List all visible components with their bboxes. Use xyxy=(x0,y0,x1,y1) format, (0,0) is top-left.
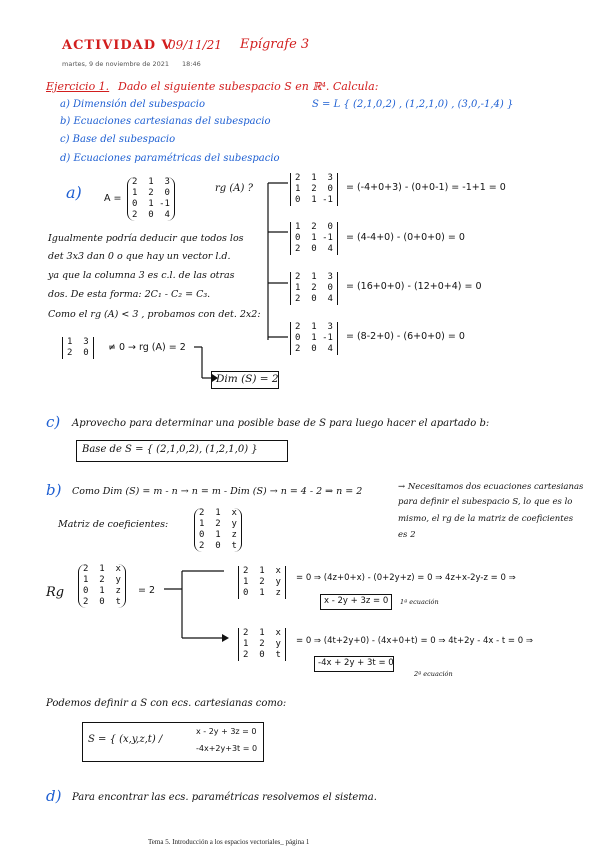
matrix-row: 2 1 3 xyxy=(132,177,170,187)
conclusion-text: Podemos definir a S con ecs. cartesianas como: xyxy=(46,698,287,709)
base-result: Base de S = { (2,1,0,2), (1,2,1,0) } xyxy=(82,444,258,455)
page-footer: Tema 5. Introducción a los espacios vectoriales_ página 1 xyxy=(148,838,310,846)
timestamp-date: martes, 9 de noviembre de 2021 xyxy=(62,60,169,68)
equation-1: x - 2y + 3z = 0 xyxy=(324,596,389,606)
equation-2: -4x + 2y + 3t = 0 xyxy=(318,658,394,668)
det-row: 1 2 y xyxy=(243,639,281,649)
det-row: 0 1 -1 xyxy=(295,233,333,243)
exercise-heading: Ejercicio 1. xyxy=(46,80,110,93)
exercise-item-b: b) Ecuaciones cartesianas del subespacio xyxy=(60,116,271,127)
rank-matrix xyxy=(78,564,126,608)
determinant-1-result: = (-4+0+3) - (0+0-1) = -1+1 = 0 xyxy=(346,182,506,193)
det-row: 2 0 4 xyxy=(295,294,333,304)
matrix-row: 1 2 y xyxy=(83,575,121,585)
coefficient-matrix-label: Matriz de coeficientes: xyxy=(58,519,169,530)
determinant-eq2-result: = 0 ⇒ (4t+2y+0) - (4x+0+t) = 0 ⇒ 4t+2y - 4x - t = 0 ⇒ xyxy=(296,636,533,646)
determinant-4 xyxy=(290,322,338,355)
det-row: 1 2 y xyxy=(243,577,281,587)
det-row: 1 2 0 xyxy=(295,184,333,194)
det-row: 1 2 0 xyxy=(295,283,333,293)
det-row: 2 0 t xyxy=(243,650,281,660)
rank-result: ≠ 0 → rg (A) = 2 xyxy=(108,342,186,353)
determinant-2-result: = (4-4+0) - (0+0+0) = 0 xyxy=(346,232,465,243)
coefficient-matrix xyxy=(194,508,242,552)
exercise-item-d: d) Ecuaciones paramétricas del subespacio xyxy=(60,153,280,164)
part-b-note: mismo, el rg de la matriz de coeficientes xyxy=(398,514,574,524)
dimension-result: Dim (S) = 2 xyxy=(216,373,279,385)
determinant-2 xyxy=(290,222,338,255)
determinant-1 xyxy=(290,173,338,206)
reasoning-line: Como el rg (A) < 3 , probamos con det. 2x2: xyxy=(48,309,261,320)
determinant-eq1-result: = 0 ⇒ (4z+0+x) - (0+2y+z) = 0 ⇒ 4z+x-2y-z = 0 ⇒ xyxy=(296,573,516,583)
part-c-label: c) xyxy=(46,413,61,431)
determinant-4-result: = (8-2+0) - (6+0+0) = 0 xyxy=(346,331,465,342)
determinant-eq1 xyxy=(238,566,286,599)
det-row: 2 1 x xyxy=(243,628,281,638)
determinant-3 xyxy=(290,272,338,305)
matrix-row: 2 1 x xyxy=(83,564,121,574)
reasoning-line: Igualmente podría deducir que todos los xyxy=(48,233,244,244)
subspace-definition: S = L { (2,1,0,2) , (1,2,1,0) , (3,0,-1,4) } xyxy=(312,99,514,110)
cartesian-eq: -4x+2y+3t = 0 xyxy=(196,744,258,753)
det-row: 2 0 xyxy=(67,348,89,358)
det-row: 2 0 4 xyxy=(295,244,333,254)
matrix-row: 1 2 y xyxy=(199,519,237,529)
determinant-eq2 xyxy=(238,628,286,661)
part-b-note: para definir el subespacio S, lo que es lo xyxy=(398,497,573,507)
reasoning-line: ya que la columna 3 es c.l. de las otras xyxy=(48,270,235,281)
matrix-A xyxy=(127,177,175,221)
exercise-item-c: c) Base del subespacio xyxy=(60,134,176,145)
matrix-row: 0 1 z xyxy=(83,586,121,596)
rank-question: rg (A) ? xyxy=(215,183,253,194)
exercise-item-a: a) Dimensión del subespacio xyxy=(60,99,205,110)
det-row: 2 1 3 xyxy=(295,272,333,282)
det-row: 2 1 3 xyxy=(295,173,333,183)
det-row: 1 3 xyxy=(67,337,89,347)
det-row: 0 1 -1 xyxy=(295,195,333,205)
matrix-row: 2 0 t xyxy=(83,597,121,607)
det-row: 2 1 x xyxy=(243,566,281,576)
matrix-row: 0 1 z xyxy=(199,530,237,540)
part-b-line1: Como Dim (S) = m - n → n = m - Dim (S) → n = 4 - 2 ⇒ n = 2 xyxy=(72,486,363,497)
det-row: 2 1 3 xyxy=(295,322,333,332)
matrix-row: 1 2 0 xyxy=(132,188,170,198)
part-b-label: b) xyxy=(46,481,62,499)
det-row: 0 1 z xyxy=(243,588,281,598)
cartesian-eq: x - 2y + 3z = 0 xyxy=(196,727,257,736)
rank-label: Rg xyxy=(46,585,65,600)
matrix-row: 2 0 4 xyxy=(132,210,170,220)
part-b-note: es 2 xyxy=(398,530,416,540)
equation-1-tag: 1ª ecuación xyxy=(400,598,439,606)
branch-lines-b xyxy=(162,566,232,646)
activity-topic: Epígrafe 3 xyxy=(240,37,310,52)
reasoning-line: dos. De esta forma: 2C₁ - C₂ = C₃. xyxy=(48,289,211,300)
matrix-row: 0 1 -1 xyxy=(132,199,170,209)
activity-date: 09/11/21 xyxy=(168,38,222,52)
exercise-statement: Dado el siguiente subespacio S en ℝ⁴. Calcula: xyxy=(118,80,379,93)
determinant-3-result: = (16+0+0) - (12+0+4) = 0 xyxy=(346,281,482,292)
part-c-text: Aprovecho para determinar una posible base de S para luego hacer el apartado b: xyxy=(72,418,490,429)
timestamp-time: 18:46 xyxy=(182,60,201,68)
determinant-2x2 xyxy=(62,337,94,359)
part-d-text: Para encontrar las ecs. paramétricas resolvemos el sistema. xyxy=(72,792,377,803)
matrix-row: 2 0 t xyxy=(199,541,237,551)
det-row: 0 1 -1 xyxy=(295,333,333,343)
cartesian-set: S = { (x,y,z,t) / xyxy=(88,734,163,745)
reasoning-line: det 3x3 dan 0 o que hay un vector l.d. xyxy=(48,251,231,262)
equation-2-tag: 2ª ecuación xyxy=(414,670,453,678)
activity-title: ACTIVIDAD V xyxy=(62,38,173,53)
matrix-row: 2 1 x xyxy=(199,508,237,518)
det-row: 1 2 0 xyxy=(295,222,333,232)
part-a-label: a) xyxy=(66,183,82,202)
rank-equation: = 2 xyxy=(138,585,156,596)
det-row: 2 0 4 xyxy=(295,344,333,354)
part-b-note: → Necesitamos dos ecuaciones cartesianas xyxy=(398,482,584,492)
part-d-label: d) xyxy=(46,787,62,805)
matrix-A-name: A = xyxy=(104,193,122,204)
